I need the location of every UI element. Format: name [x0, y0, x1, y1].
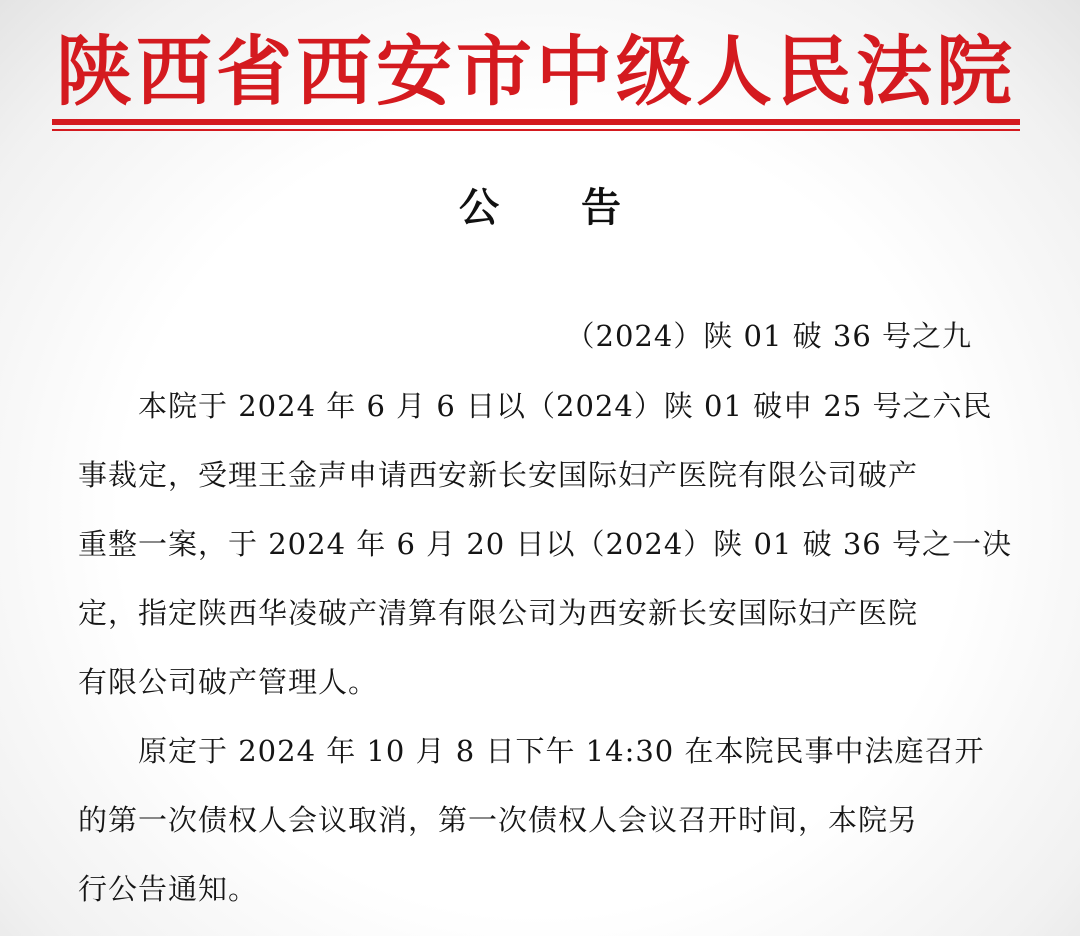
body-line: 事裁定，受理王金声申请西安新长安国际妇产医院有限公司破产: [78, 458, 919, 492]
court-name-header: 陕西省西安市中级人民法院: [56, 27, 1016, 116]
header-red-rule-thick: [52, 119, 1020, 125]
body-line: 的第一次债权人会议取消，第一次债权人会议召开时间，本院另: [78, 803, 919, 837]
case-number: （2024）陕 01 破 36 号之九: [565, 319, 972, 353]
notice-title: 公告: [459, 185, 703, 231]
body-line: 重整一案，于 2024 年 6 月 20 日以（2024）陕 01 破 36 号之一决: [78, 527, 1012, 561]
notice-body: [78, 372, 1012, 924]
body-line: 本院于 2024 年 6 月 6 日以（2024）陕 01 破申 25 号之六民: [138, 389, 993, 423]
body-line: 定，指定陕西华凌破产清算有限公司为西安新长安国际妇产医院: [78, 596, 919, 630]
body-line: 原定于 2024 年 10 月 8 日下午 14:30 在本院民事中法庭召开: [138, 734, 985, 768]
header-red-rule-thin: [52, 129, 1020, 131]
body-line: 有限公司破产管理人。: [78, 665, 379, 699]
body-line: 行公告通知。: [78, 872, 259, 906]
